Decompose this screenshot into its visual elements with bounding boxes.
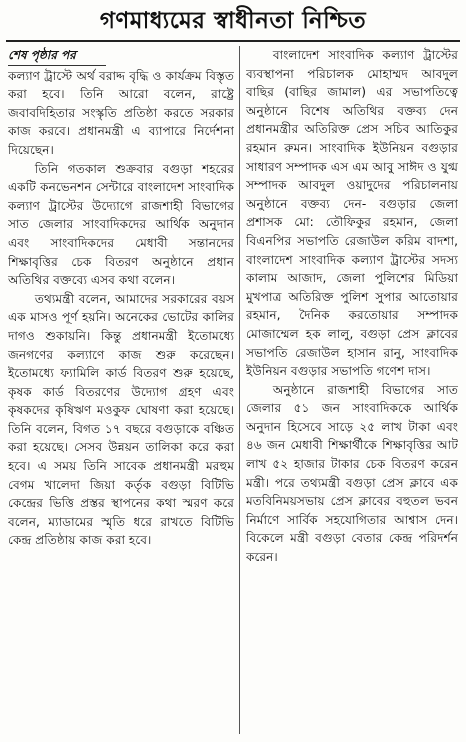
paragraph: তিনি গতকাল শুক্রবার বগুড়া শহরের একটি কনভেনশন সেন্টারে বাংলাদেশ সাংবাদিক কল্যাণ ট্রাস্টের উদ্যোগে রাজশাহী বিভাগের সাত জেলার সাংবাদিকদের আর্থিক অনুদান এবং সাংবাদিকদের মেধাবী সন্তানদের শিক্ষাবৃত্তির চেক বিতরণ অনুষ্ঠানে প্রধান অতিথির বক্তব্যে এসব কথা বলেন। — [8, 161, 234, 288]
right-column — [246, 46, 458, 734]
paragraph: কল্যাণ ট্রাস্টে অর্থ বরাদ্দ বৃদ্ধি ও কার্যক্রম বিস্তৃত করা হবে। তিনি আরো বলেন, রাষ্ট্রে জবাবদিহিতার সংস্কৃতি প্রতিষ্ঠা করতে সরকার কাজ করবে। প্রধানমন্ত্রী এ ব্যাপারে নির্দেশনা দিয়েছেন। — [8, 68, 234, 157]
paragraph: বাংলাদেশ সাংবাদিক কল্যাণ ট্রাস্টের ব্যবস্থাপনা পরিচালক মোহাম্মদ আবদুল বাছির (বাছির জামাল) এর সভাপতিত্বে অনুষ্ঠানে বিশেষ অতিথির বক্তব্য দেন প্রধানমন্ত্রীর অতিরিক্ত প্রেস সচিব আতিকুর রহমান রুমন। সাংবাদিক ইউনিয়ন বগুড়ার সাধারণ সম্পাদক এস এম আবু সাঈদ ও যুগ্ম সম্পাদক আবদুল ওয়াদুদের পরিচালনায় অনুষ্ঠানে বক্তব্য দেন- বগুড়ার জেলা প্রশাসক মো: তৌফিকুর রহমান, জেলা বিএনপির সভাপতি রেজাউল করিম বাদশা, বাংলাদেশ সাংবাদিক কল্যাণ ট্রাস্টের সদস্য কালাম আজাদ, জেলা পুলিশের মিডিয়া মুখপাত্র অতিরিক্ত পুলিশ সুপার আতোয়ার রহমান, দৈনিক করতোয়ার সম্পাদক মোজাম্মেল হক লালু, বগুড়া প্রেস ক্লাবের সভাপতি রেজাউল হাসান রানু, সাংবাদিক ইউনিয়ন বগুড়ার সভাপতি গণেশ দাস। — [246, 48, 458, 379]
paragraph: তথ্যমন্ত্রী বলেন, আমাদের সরকারের বয়স এক মাসও পূর্ণ হয়নি। অনেকের ভোটের কালির দাগও শুকায়নি। কিন্তু প্রধানমন্ত্রী ইতোমধ্যে জনগণের কল্যাণে কাজ শুরু করেছেন। ইতোমধ্যে ফ্যামিলি কার্ড বিতরণ শুরু হয়েছে, কৃষক কার্ড বিতরণের উদ্যোগ গ্রহণ এবং কৃষকদের কৃষিঋণ মওকুফ ঘোষণা করা হয়েছে। তিনি বলেন, বিগত ১৭ বছরে বগুড়াকে বঞ্চিত করা হয়েছে। সেসব উন্নয়ন তালিকা করে করা হবে। এ সময় তিনি সাবেক প্রধানমন্ত্রী মরহুম বেগম খালেদা জিয়া কর্তৃক বগুড়া বিটিভি কেন্দ্রের ভিত্তি প্রস্তর স্থাপনের কথা স্মরণ করে বলেন, ম্যাডামের স্মৃতি ধরে রাখতে বিটিভি কেন্দ্র প্রতিষ্ঠায় কাজ করা হবে। — [8, 291, 234, 548]
column-divider — [239, 46, 240, 734]
paragraph: অনুষ্ঠানে রাজশাহী বিভাগের সাত জেলার ৫১ জন সাংবাদিককে আর্থিক অনুদান হিসেবে সাড়ে ২৫ লাখ টাকা এবং ৪৬ জন মেধাবী শিক্ষার্থীকে শিক্ষাবৃত্তির আট লাখ ৫২ হাজার টাকার চেক বিতরণ করেন মন্ত্রী। পরে তথ্যমন্ত্রী বগুড়া প্রেস ক্লাবে এক মতবিনিময়সভায় প্রেস ক্লাবের বহুতল ভবন নির্মাণে সার্বিক সহযোগিতার আশ্বাস দেন। বিকেলে মন্ত্রী বগুড়া বেতার কেন্দ্র পরিদর্শন করেন। — [246, 382, 458, 565]
left-column — [8, 46, 234, 734]
continued-from-label: শেষ পৃষ্ঠার পর — [8, 46, 106, 66]
headline-rule — [6, 40, 460, 42]
headline: গণমাধ্যমের স্বাধীনতা নিশ্চিত — [99, 8, 367, 34]
